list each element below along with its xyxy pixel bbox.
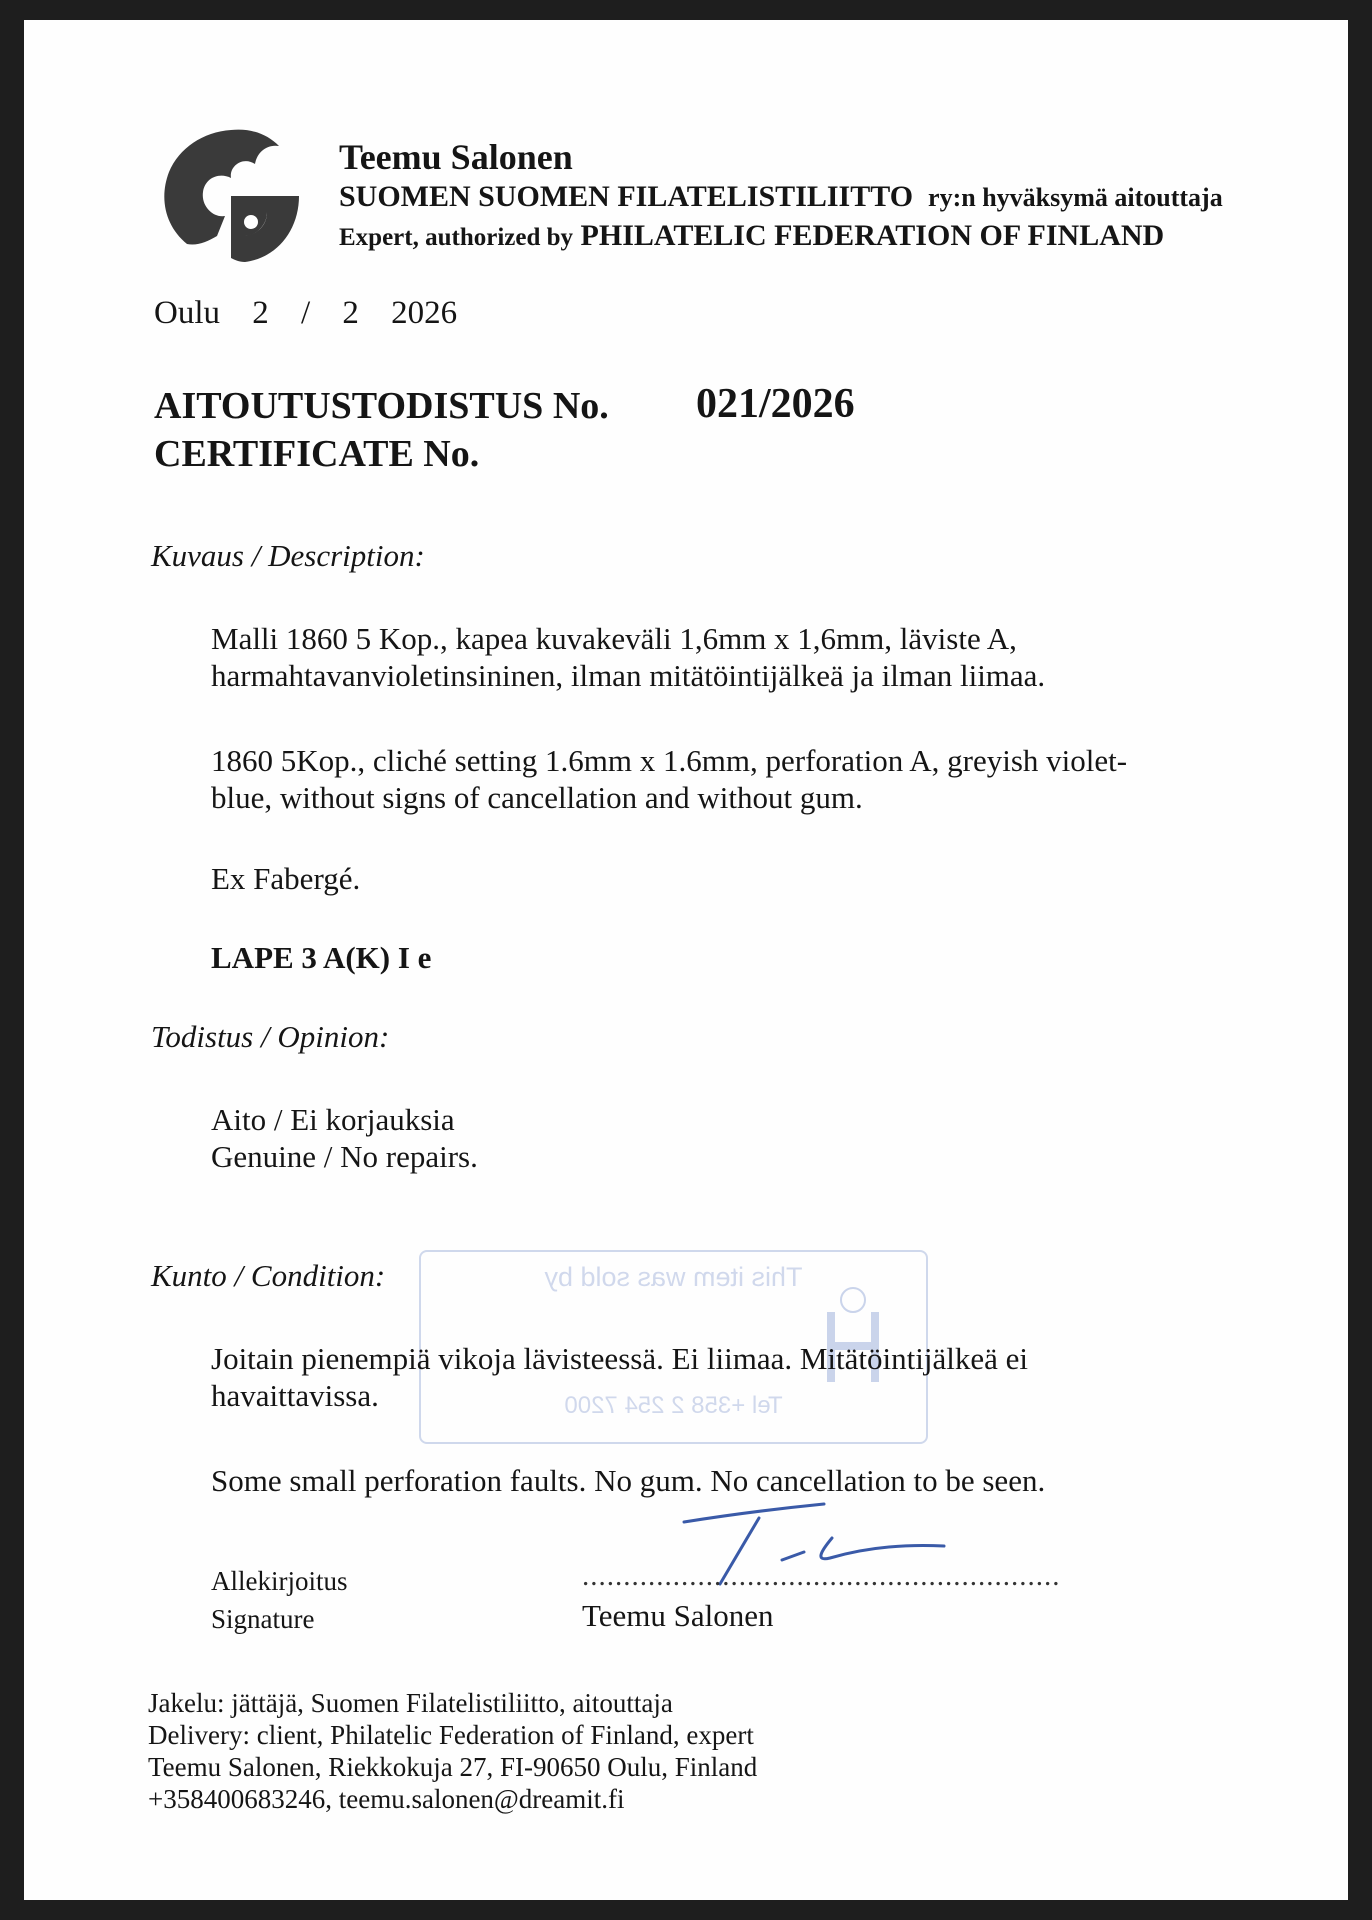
date-separator: / bbox=[301, 295, 311, 331]
certificate-sheet bbox=[24, 20, 1348, 1900]
description-fi-line: Malli 1860 5 Kop., kapea kuvakeväli 1,6mm x 1,6mm, läviste A, bbox=[211, 621, 1017, 656]
federation-name: SUOMEN SUOMEN FILATELISTILIITTO bbox=[339, 180, 914, 213]
certificate-number: 021/2026 bbox=[696, 381, 855, 427]
stamp-text: This item was sold by bbox=[544, 1262, 803, 1292]
signature-label-fi: Allekirjoitus bbox=[211, 1566, 348, 1596]
expert-federation: PHILATELIC FEDERATION OF FINLAND bbox=[580, 219, 1165, 252]
expert-name: Teemu Salonen bbox=[339, 137, 573, 177]
condition-fi bbox=[211, 1340, 1028, 1414]
condition-fi-line: Joitain pienempiä vikoja lävisteessä. Ei liimaa. Mitätöintijälkeä ei bbox=[211, 1341, 1028, 1376]
provenance: Ex Fabergé. bbox=[211, 861, 361, 896]
signature-line: .......................................................... bbox=[582, 1560, 1061, 1592]
date-year: 2026 bbox=[391, 295, 458, 331]
stamp-phone: Tel +358 2 254 7200 bbox=[564, 1392, 783, 1419]
footer-line: Teemu Salonen, Riekkokuja 27, FI-90650 Oulu, Finland bbox=[148, 1752, 758, 1782]
footer-contact: +358400683246, teemu.salonen@dreamit.fi bbox=[148, 1784, 625, 1814]
footer-line: Jakelu: jättäjä, Suomen Filatelistiliitto, aitouttaja bbox=[148, 1688, 673, 1718]
federation-logo-icon bbox=[159, 126, 299, 266]
description-en bbox=[211, 742, 1127, 816]
description-heading: Kuvaus / Description: bbox=[151, 538, 425, 573]
expert-line bbox=[339, 219, 1164, 253]
certificate-label-fi: AITOUTUSTODISTUS No. bbox=[154, 385, 609, 427]
opinion-text bbox=[211, 1101, 478, 1175]
certificate-label-en: CERTIFICATE No. bbox=[154, 433, 480, 475]
date-place: Oulu bbox=[154, 295, 220, 331]
date-month: 2 bbox=[342, 295, 359, 331]
condition-en: Some small perforation faults. No gum. No cancellation to be seen. bbox=[211, 1463, 1046, 1498]
signature-label-en: Signature bbox=[211, 1604, 315, 1634]
catalogue-reference: LAPE 3 A(K) I e bbox=[211, 940, 432, 975]
description-en-line: 1860 5Kop., cliché setting 1.6mm x 1.6mm, perforation A, greyish violet- bbox=[211, 743, 1128, 778]
description-fi bbox=[211, 620, 1045, 694]
opinion-heading: Todistus / Opinion: bbox=[151, 1019, 390, 1054]
signer-name: Teemu Salonen bbox=[582, 1598, 774, 1633]
description-fi-line: harmahtavanvioletinsininen, ilman mitätöintijälkeä ja ilman liimaa. bbox=[211, 658, 1046, 693]
federation-approval: ry:n hyväksymä aitouttaja bbox=[928, 183, 1223, 212]
condition-heading: Kunto / Condition: bbox=[151, 1258, 386, 1293]
opinion-en: Genuine / No repairs. bbox=[211, 1139, 478, 1174]
footer-line: Delivery: client, Philatelic Federation of Finland, expert bbox=[148, 1720, 754, 1750]
date-day: 2 bbox=[252, 295, 269, 331]
expert-authorized-by: Expert, authorized by bbox=[339, 224, 574, 251]
condition-fi-line: havaittavissa. bbox=[211, 1378, 379, 1413]
issue-date bbox=[154, 295, 481, 332]
opinion-fi: Aito / Ei korjauksia bbox=[211, 1102, 455, 1137]
description-en-line: blue, without signs of cancellation and without gum. bbox=[211, 780, 863, 815]
federation-line bbox=[339, 180, 1223, 214]
